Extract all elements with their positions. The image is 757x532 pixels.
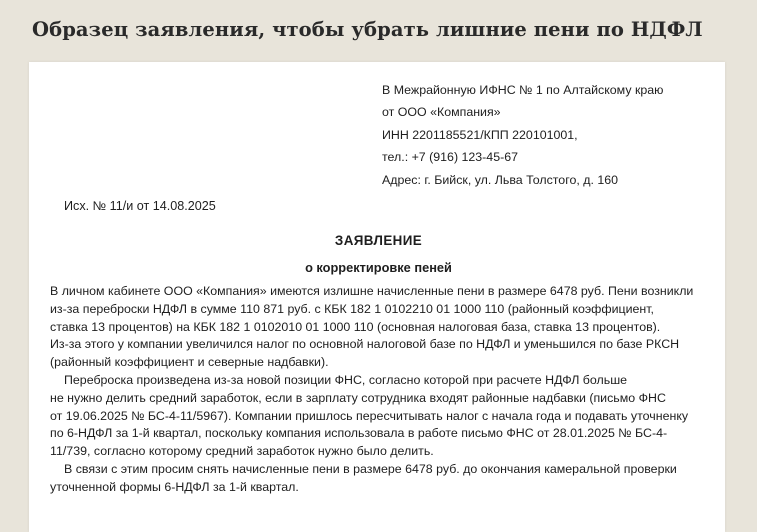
outgoing-number: Исх. № 11/и от 14.08.2025 xyxy=(64,199,216,213)
document-subtitle: о корректировке пеней xyxy=(305,260,452,275)
body-line: ставка 13 процентов) на КБК 182 1 0102010 01 1000 110 (основная налоговая база, ставка 13 процентов). xyxy=(50,319,661,334)
addressee-line: от ООО «Компания» xyxy=(382,105,501,120)
page-title: Образец заявления, чтобы убрать лишние пени по НДФЛ xyxy=(32,18,703,41)
body-line: из-за переброски НДФЛ в сумме 110 871 руб. с КБК 182 1 0102210 01 1000 110 (районный коэффициент, xyxy=(50,301,654,316)
body-line: Из-за этого у компании увеличился налог по основной налоговой базе по НДФЛ и уменьшился по базе РКСН xyxy=(50,337,680,352)
body-line: (районный коэффициент и северные надбавки). xyxy=(50,355,329,370)
body-line: по 6-НДФЛ за 1-й квартал, поскольку компания использовала в работе письмо ФНС от 28.01.2025 № БС-4- xyxy=(50,426,668,441)
addressee-block xyxy=(382,79,663,191)
body-line: не нужно делить средний заработок, если в зарплату сотрудника входят районные надбавки (письмо ФНС xyxy=(50,390,666,405)
body-line: В личном кабинете ООО «Компания» имеются излишне начисленные пени в размере 6478 руб. Пени возникли xyxy=(50,284,694,298)
addressee-line: В Межрайонную ИФНС № 1 по Алтайскому краю xyxy=(382,83,664,97)
addressee-line: ИНН 2201185521/КПП 220101001, xyxy=(382,127,578,142)
body-line: 11/739, согласно которому средний заработок нужно было делить. xyxy=(50,444,434,459)
body-line: В связи с этим просим снять начисленные пени в размере 6478 руб. до окончания камеральной проверки xyxy=(64,461,677,476)
addressee-line: Адрес: г. Бийск, ул. Льва Толстого, д. 160 xyxy=(382,172,619,187)
body-line: уточненной формы 6-НДФЛ за 1-й квартал. xyxy=(50,479,299,494)
document-body xyxy=(50,283,710,497)
body-line: Переброска произведена из-за новой позиции ФНС, согласно которой при расчете НДФЛ больше xyxy=(64,372,628,387)
addressee-line: тел.: +7 (916) 123-45-67 xyxy=(382,150,519,165)
body-line: от 19.06.2025 № БС-4-11/5967). Компании пришлось пересчитывать налог с начала года и подавать уточненку xyxy=(50,408,689,423)
document-title: ЗАЯВЛЕНИЕ xyxy=(334,233,423,248)
